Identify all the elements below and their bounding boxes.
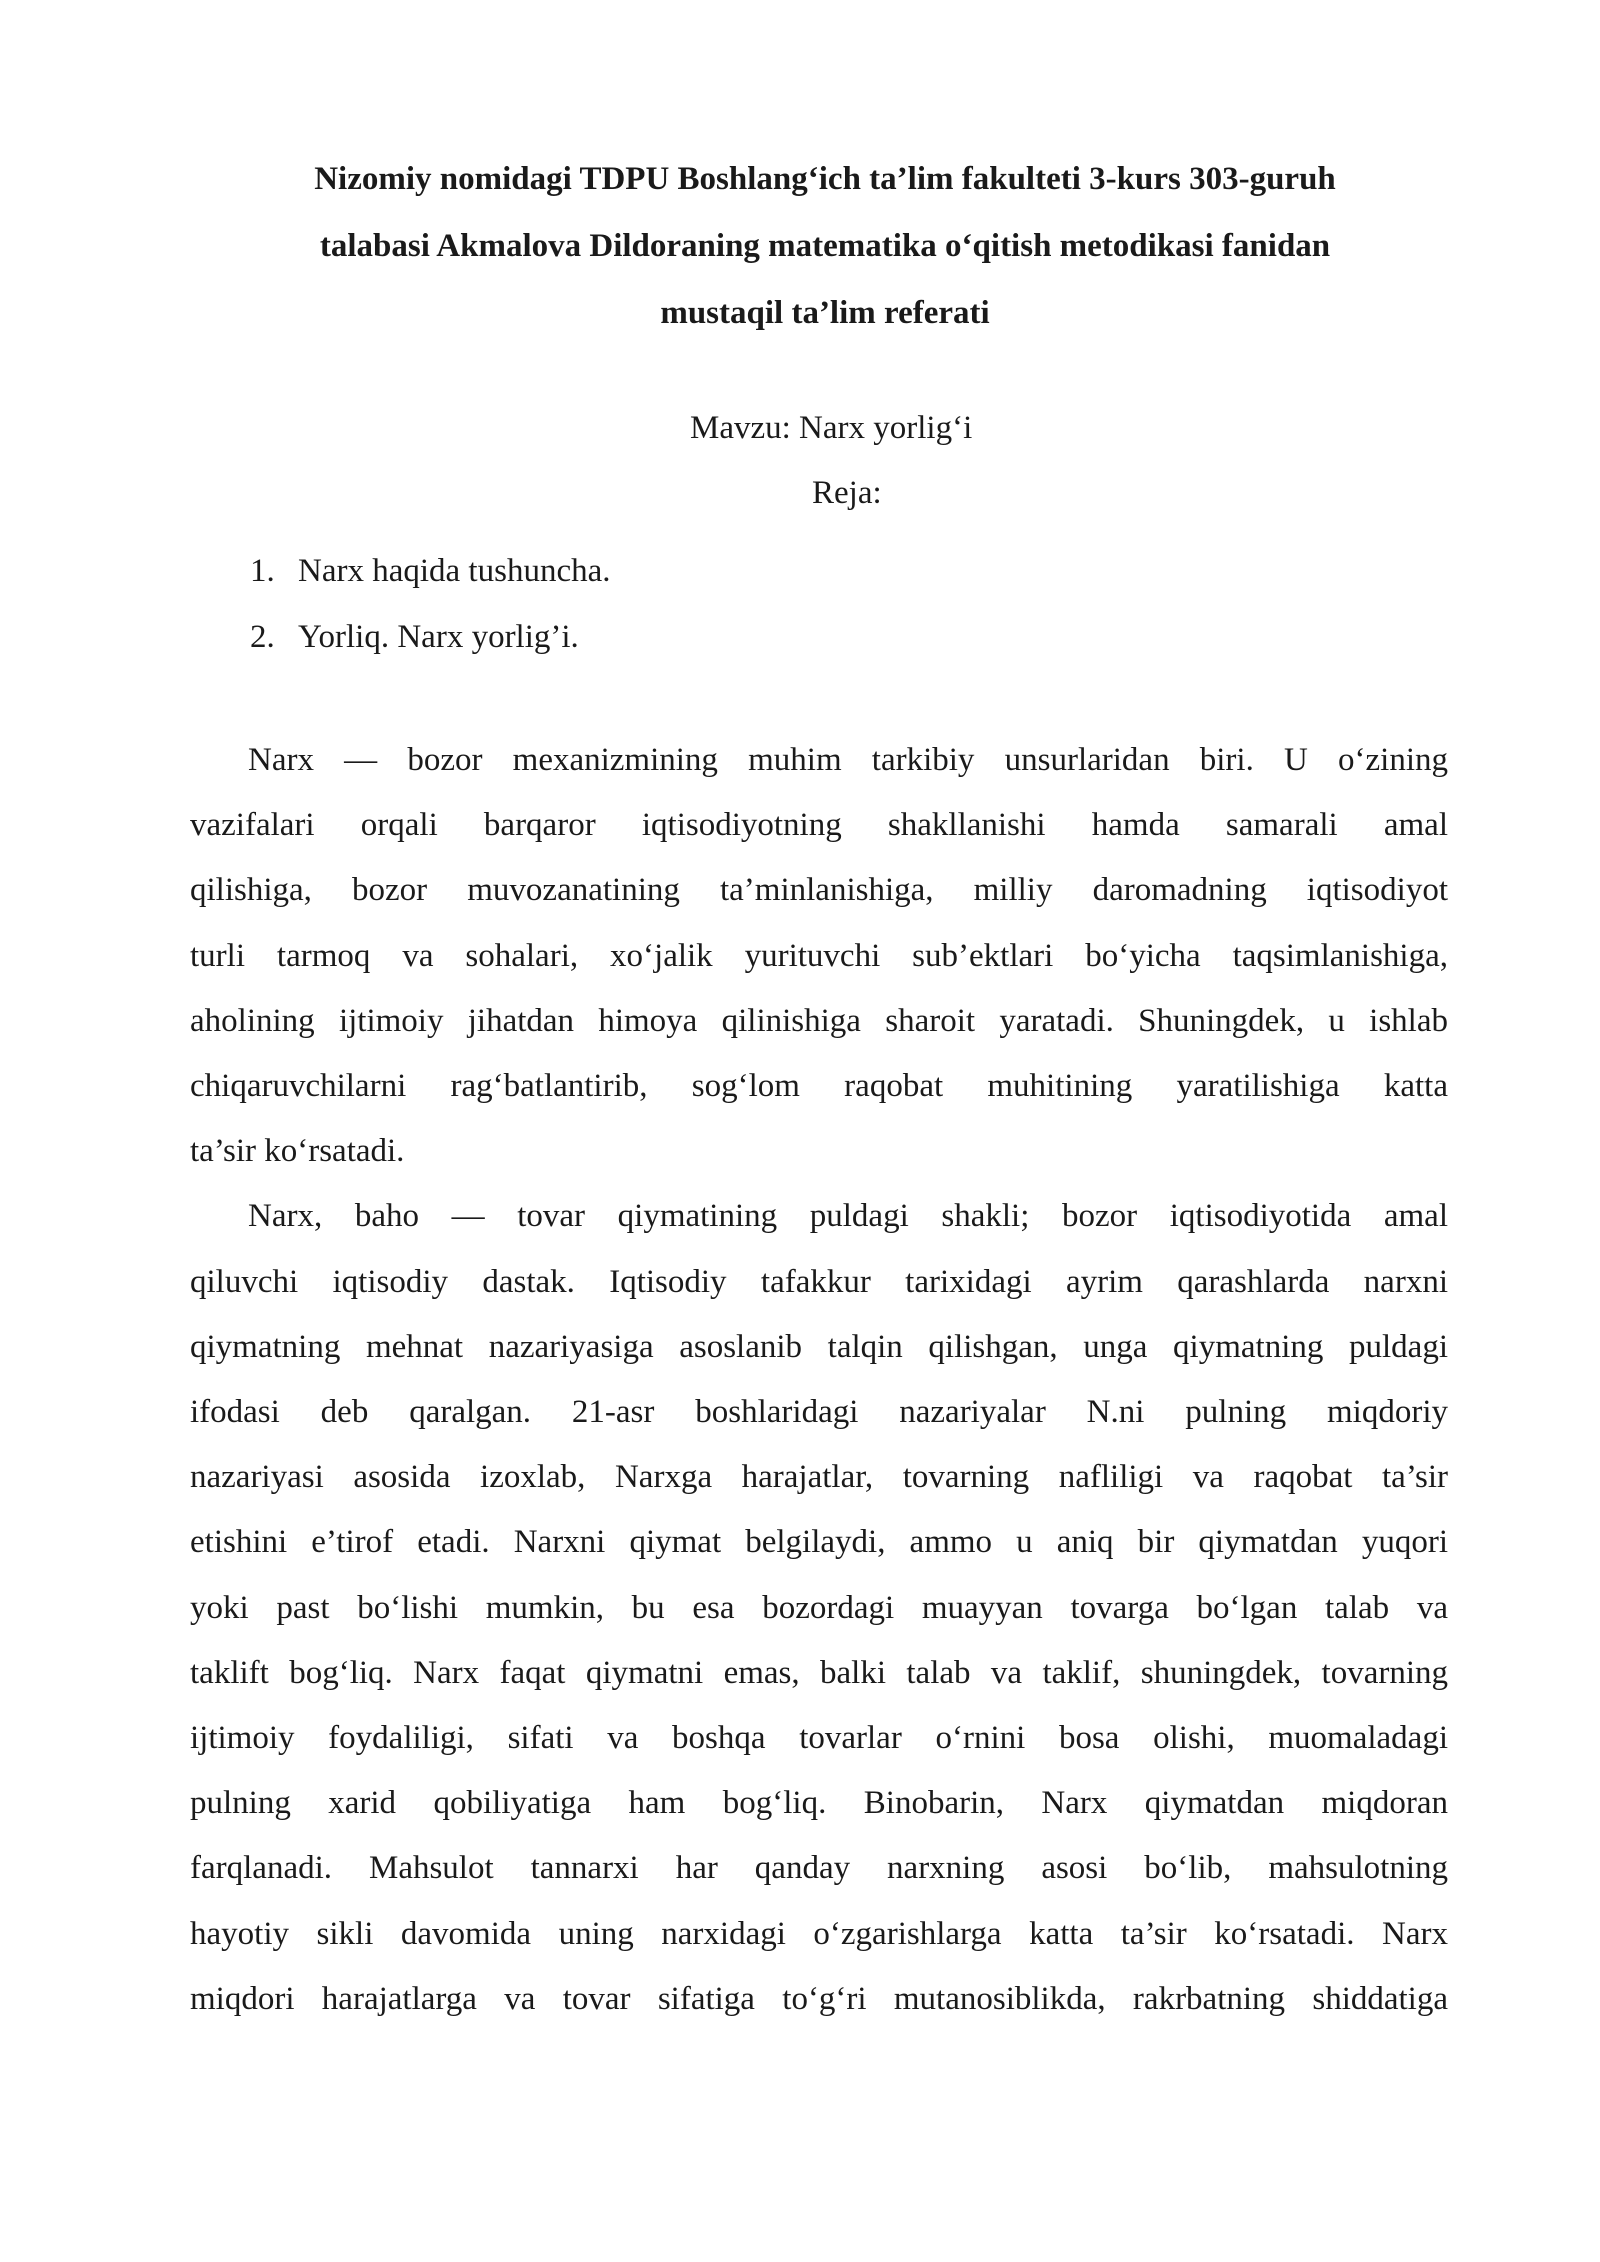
- paragraph-line: vazifalari orqali barqaror iqtisodiyotning shakllanishi hamda samarali amal: [190, 807, 1448, 844]
- paragraph-line: taklift bog‘liq. Narx faqat qiymatni emas, balki talab va taklif, shuningdek, tovarning: [190, 1654, 1448, 1691]
- plan-item-text: Yorliq. Narx yorlig’i.: [298, 619, 579, 655]
- paragraph-line: Narx — bozor mexanizmining muhim tarkibiy unsurlaridan biri. U o‘zining: [248, 742, 1448, 778]
- paragraph-line: hayotiy sikli davomida uning narxidagi o‘zgarishlarga katta ta’sir ko‘rsatadi. Narx: [190, 1915, 1448, 1952]
- paragraph-line: turli tarmoq va sohalari, xo‘jalik yurituvchi sub’ektlari bo‘yicha taqsimlanishiga,: [190, 937, 1448, 974]
- paragraph-line: ta’sir ko‘rsatadi.: [190, 1133, 405, 1170]
- plan-heading: Reja:: [812, 475, 882, 511]
- paragraph-line: ijtimoiy foydaliligi, sifati va boshqa tovarlar o‘rnini bosa olishi, muomaladagi: [190, 1720, 1448, 1757]
- topic-heading: Mavzu: Narx yorlig‘i: [690, 410, 973, 446]
- paragraph-line: pulning xarid qobiliyatiga ham bog‘liq. Binobarin, Narx qiymatdan miqdoran: [190, 1785, 1448, 1822]
- paragraph-line: miqdori harajatlarga va tovar sifatiga to‘g‘ri mutanosiblikda, rakrbatning shiddatiga: [190, 1980, 1448, 2017]
- paragraph-line: qilishiga, bozor muvozanatining ta’minlanishiga, milliy daromadning iqtisodiyot: [190, 872, 1448, 909]
- body-paragraph: [190, 728, 1448, 1184]
- paragraph-line: chiqaruvchilarni rag‘batlantirib, sog‘lom raqobat muhitining yaratilishiga katta: [190, 1068, 1448, 1105]
- plan-item-number: 2.: [250, 619, 275, 655]
- paragraph-line: nazariyasi asosida izoxlab, Narxga harajatlar, tovarning nafliligi va raqobat ta’sir: [190, 1459, 1448, 1496]
- paragraph-line: qiluvchi iqtisodiy dastak. Iqtisodiy tafakkur tarixidagi ayrim qarashlarda narxni: [190, 1263, 1448, 1300]
- plan-item: [250, 538, 611, 604]
- paragraph-line: Narx, baho — tovar qiymatining puldagi shakli; bozor iqtisodiyotida amal: [248, 1198, 1448, 1235]
- plan-item: [250, 604, 611, 670]
- paragraph-line: ifodasi deb qaralgan. 21-asr boshlaridagi nazariyalar N.ni pulning miqdoriy: [190, 1394, 1448, 1431]
- title-line: Nizomiy nomidagi TDPU Boshlang‘ich ta’lim fakulteti 3-kurs 303-guruh: [314, 161, 1336, 197]
- title-line: mustaqil ta’lim referati: [660, 295, 990, 331]
- plan-list: [250, 538, 611, 670]
- title-line: talabasi Akmalova Dildoraning matematika o‘qitish metodikasi fanidan: [319, 228, 1331, 264]
- paragraph-line: yoki past bo‘lishi mumkin, bu esa bozordagi muayyan tovarga bo‘lgan talab va: [190, 1589, 1448, 1626]
- paragraph-line: farqlanadi. Mahsulot tannarxi har qanday narxning asosi bo‘lib, mahsulotning: [190, 1850, 1448, 1887]
- plan-item-text: Narx haqida tushuncha.: [298, 553, 611, 589]
- plan-item-number: 1.: [250, 553, 275, 589]
- paragraph-line: aholining ijtimoiy jihatdan himoya qilinishiga sharoit yaratadi. Shuningdek, u ishlab: [190, 1002, 1448, 1039]
- body-paragraph: [190, 1184, 1448, 2032]
- body-text: [190, 728, 1448, 2032]
- document-title: [190, 146, 1460, 347]
- paragraph-line: qiymatning mehnat nazariyasiga asoslanib talqin qilishgan, unga qiymatning puldagi: [190, 1328, 1448, 1365]
- paragraph-line: etishini e’tirof etadi. Narxni qiymat belgilaydi, ammo u aniq bir qiymatdan yuqori: [190, 1524, 1448, 1561]
